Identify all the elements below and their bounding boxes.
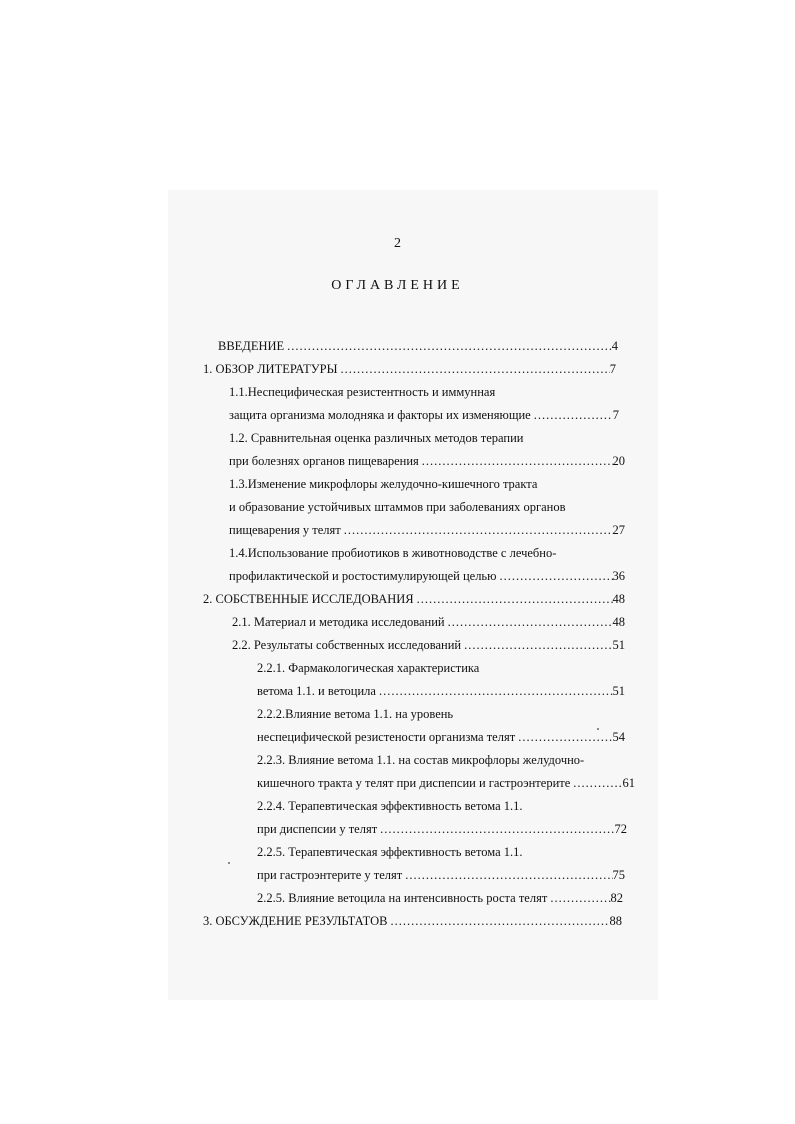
- toc-entry-page: 54: [612, 730, 625, 744]
- toc-entry: [229, 474, 629, 494]
- toc-entry-page: 7: [612, 408, 619, 422]
- toc-leader-dots: [337, 359, 609, 379]
- toc-entry-page: 72: [614, 822, 627, 836]
- toc-entry-text: пищеварения у телят: [229, 523, 341, 537]
- toc-entry: [257, 888, 623, 908]
- toc-entry-text: 1.3.Изменение микрофлоры желудочно-кишечного тракта: [229, 477, 538, 491]
- toc-entry: [257, 819, 627, 839]
- toc-entry-text: 2. СОБСТВЕННЫЕ ИССЛЕДОВАНИЯ: [203, 592, 414, 606]
- toc-entry-text: и образование устойчивых штаммов при заболеваниях органов: [229, 500, 566, 514]
- toc-entry-text: 2.1. Материал и методика исследований: [232, 615, 445, 629]
- toc-entry-text: 2.2.4. Терапевтическая эффективность ветома 1.1.: [257, 799, 523, 813]
- toc-entry: [229, 520, 625, 540]
- toc-entry-page: 82: [610, 891, 623, 905]
- toc-leader-dots: [376, 681, 613, 701]
- toc-entry-text: неспецифической резистености организма телят: [257, 730, 516, 744]
- toc-leader-dots: [531, 405, 613, 425]
- toc-entry-text: 2.2.1. Фармакологическая характеристика: [257, 661, 480, 675]
- toc-entry-page: 88: [609, 914, 622, 928]
- toc-entry-page: 20: [612, 454, 625, 468]
- toc-entry-text: при гастроэнтерите у телят: [257, 868, 403, 882]
- toc-leader-dots: [570, 773, 622, 793]
- toc-entry: [257, 796, 637, 816]
- toc-leader-dots: [419, 451, 613, 471]
- toc-entry-page: 75: [612, 868, 625, 882]
- toc-leader-dots: [341, 520, 613, 540]
- toc-leader-dots: [377, 819, 614, 839]
- toc-entry: [218, 336, 618, 356]
- toc-entry: [229, 566, 625, 586]
- toc-entry-text: 2.2.5. Влияние ветоцила на интенсивность роста телят: [257, 891, 548, 905]
- toc-entry: [229, 451, 625, 471]
- toc-leader-dots: [515, 727, 612, 747]
- toc-entry-text: 2.2.3. Влияние ветома 1.1. на состав микрофлоры желудочно-: [257, 753, 585, 767]
- toc-entry-page: 48: [612, 592, 625, 606]
- toc-entry-text: 2.2.2.Влияние ветома 1.1. на уровень: [257, 707, 454, 721]
- toc-entry: [257, 865, 625, 885]
- toc-entry-page: 61: [622, 776, 635, 790]
- toc-entry: [229, 382, 629, 402]
- toc-leader-dots: [496, 566, 612, 586]
- toc-entry-page: 51: [612, 684, 625, 698]
- scan-speck: [228, 862, 230, 864]
- toc-entry: [257, 842, 637, 862]
- toc-entry-page: 36: [612, 569, 625, 583]
- toc-leader-dots: [547, 888, 610, 908]
- toc-entry: [257, 658, 637, 678]
- toc-entry-page: 27: [612, 523, 625, 537]
- toc-entry-page: 51: [612, 638, 625, 652]
- toc-entry-text: 2.2.5. Терапевтическая эффективность ветома 1.1.: [257, 845, 523, 859]
- toc-leader-dots: [414, 589, 613, 609]
- toc-leader-dots: [284, 336, 612, 356]
- toc-entry: [203, 359, 616, 379]
- toc-leader-dots: [387, 911, 609, 931]
- toc-entry-text: кишечного тракта у телят при диспепсии и гастроэнтерите: [257, 776, 571, 790]
- scan-speck: [597, 728, 599, 730]
- toc-entry-text: 2.2. Результаты собственных исследований: [232, 638, 462, 652]
- toc-entry: [257, 773, 635, 793]
- toc-entry: [203, 589, 625, 609]
- toc-entry-page: 48: [612, 615, 625, 629]
- toc-entry: [229, 428, 629, 448]
- toc-leader-dots: [461, 635, 612, 655]
- toc-entry-text: 1.2. Сравнительная оценка различных методов терапии: [229, 431, 524, 445]
- toc-entry-text: 1. ОБЗОР ЛИТЕРАТУРЫ: [203, 362, 338, 376]
- toc-entry-text: 3. ОБСУЖДЕНИЕ РЕЗУЛЬТАТОВ: [203, 914, 388, 928]
- toc-leader-dots: [402, 865, 612, 885]
- toc-entry: [257, 727, 625, 747]
- toc-entry: [229, 497, 629, 517]
- toc-entry: [232, 612, 625, 632]
- toc-entry-text: при диспепсии у телят: [257, 822, 378, 836]
- toc-entry: [232, 635, 625, 655]
- toc-entry-page: 4: [611, 339, 618, 353]
- toc-entry-text: ВВЕДЕНИЕ: [218, 339, 285, 353]
- toc-entry: [257, 681, 625, 701]
- toc-title: ОГЛАВЛЕНИЕ: [331, 278, 464, 293]
- toc-entry: [203, 911, 622, 931]
- toc-entry: [229, 405, 619, 425]
- toc-entry-text: профилактической и ростостимулирующей целью: [229, 569, 497, 583]
- toc-entry-text: 1.4.Использование пробиотиков в животноводстве с лечебно-: [229, 546, 557, 560]
- toc-entry-text: при болезнях органов пищеварения: [229, 454, 419, 468]
- toc-entry: [257, 750, 637, 770]
- toc-entry-text: ветома 1.1. и ветоцила: [257, 684, 376, 698]
- page-number: 2: [394, 236, 401, 251]
- toc-entry: [257, 704, 637, 724]
- toc-entry-text: 1.1.Неспецифическая резистентность и иммунная: [229, 385, 496, 399]
- toc-leader-dots: [445, 612, 613, 632]
- toc-entry-text: защита организма молодняка и факторы их изменяющие: [229, 408, 531, 422]
- toc-entry: [229, 543, 629, 563]
- toc-entry-page: 7: [609, 362, 616, 376]
